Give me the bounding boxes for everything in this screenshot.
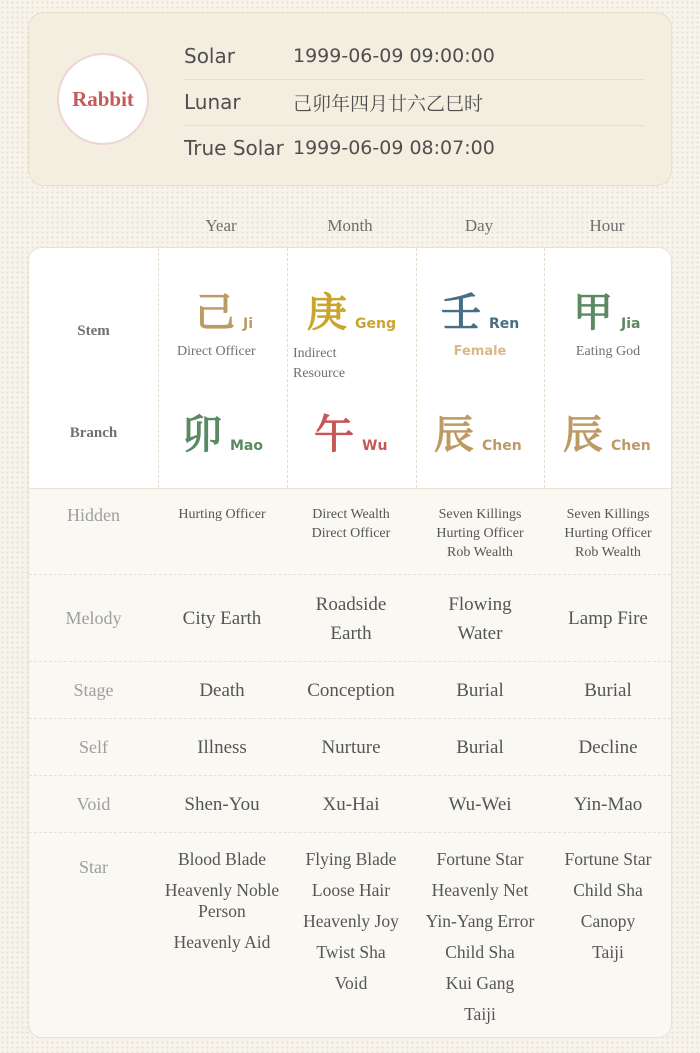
- hour-stem: [573, 292, 640, 334]
- star-cell: [158, 844, 286, 958]
- melody-cell: [416, 590, 544, 648]
- column-divider: [544, 248, 545, 488]
- hidden-item: Direct Wealth: [312, 507, 390, 522]
- branch-char: 卯: [182, 412, 222, 457]
- hidden-cell: [158, 505, 286, 524]
- bazi-chart-table: [28, 247, 672, 1038]
- melody-cell: [287, 590, 415, 648]
- pillar-column-headers: [0, 216, 700, 240]
- hidden-cell: [416, 505, 544, 562]
- self-cell: Illness: [197, 737, 247, 758]
- stem-char: 甲: [573, 290, 613, 335]
- col-month: Month: [327, 216, 373, 235]
- star-item: Blood Blade: [178, 849, 266, 869]
- star-item: Void: [334, 973, 368, 993]
- hour-stem-god: Eating God: [575, 344, 641, 359]
- star-item: Child Sha: [573, 880, 643, 900]
- stem-char: 壬: [441, 290, 481, 335]
- self-cell: Nurture: [321, 737, 381, 758]
- hidden-item: Seven Killings: [438, 507, 522, 522]
- star-item: Heavenly Aid: [173, 932, 271, 952]
- void-cell: Wu-Wei: [448, 794, 512, 815]
- stem-pinyin: Ji: [243, 316, 254, 332]
- lunar-label: Lunar: [184, 90, 241, 114]
- self-label: Self: [79, 737, 108, 757]
- self-row: [29, 719, 671, 776]
- melody-label: Melody: [65, 608, 122, 628]
- stem-char: 己: [195, 290, 235, 335]
- stem-row-label: Stem: [77, 323, 110, 339]
- month-stem: [307, 292, 396, 334]
- stage-cell: Conception: [307, 680, 395, 701]
- star-cell: [416, 844, 544, 1030]
- branch-pinyin: Chen: [482, 438, 522, 454]
- stem-pinyin: Ren: [489, 316, 520, 332]
- star-item: Fortune Star: [436, 849, 524, 869]
- hidden-cell: [544, 505, 672, 562]
- melody-line: City Earth: [182, 608, 262, 629]
- column-divider: [416, 248, 417, 488]
- hidden-item: Seven Killings: [566, 507, 650, 522]
- stage-row: [29, 662, 671, 719]
- zodiac-avatar: [57, 53, 149, 145]
- year-branch: [182, 414, 263, 456]
- branch-char: 午: [314, 412, 354, 457]
- stem-pinyin: Jia: [621, 316, 641, 332]
- day-branch: [434, 414, 522, 456]
- column-divider: [287, 248, 288, 488]
- star-row: [29, 833, 671, 1037]
- year-stem: [195, 292, 253, 334]
- branch-char: 辰: [563, 412, 603, 457]
- void-label: Void: [76, 794, 111, 814]
- column-divider: [158, 248, 159, 488]
- true-solar-label: True Solar: [184, 136, 284, 160]
- hidden-item: Hurting Officer: [178, 507, 266, 522]
- star-item: Heavenly Noble Person: [164, 880, 280, 921]
- stage-cell: Burial: [456, 680, 504, 701]
- month-branch: [314, 414, 387, 456]
- col-day: Day: [464, 216, 494, 235]
- hidden-label: Hidden: [67, 505, 120, 525]
- void-cell: Shen-You: [184, 794, 260, 815]
- star-item: Heavenly Net: [431, 880, 529, 900]
- pillars-section: [29, 248, 671, 489]
- melody-line: Earth: [330, 623, 372, 644]
- branch-pinyin: Mao: [230, 438, 263, 454]
- melody-line: Roadside: [315, 594, 387, 615]
- star-cell: [287, 844, 415, 999]
- melody-cell: [158, 604, 286, 633]
- hour-branch: [563, 414, 651, 456]
- lunar-value: 己卯年四月廿六乙巳时: [293, 92, 484, 115]
- stem-pinyin: Geng: [355, 316, 396, 332]
- star-cell: [544, 844, 672, 968]
- star-item: Yin-Yang Error: [425, 911, 535, 931]
- hidden-cell: [287, 505, 415, 543]
- zodiac-label: Rabbit: [72, 86, 134, 111]
- hidden-item: Hurting Officer: [564, 526, 652, 541]
- branch-char: 辰: [434, 412, 474, 457]
- stage-cell: Death: [199, 680, 245, 701]
- star-item: Loose Hair: [311, 880, 391, 900]
- melody-cell: [544, 604, 672, 633]
- star-item: Taiji: [464, 1004, 496, 1024]
- hidden-item: Rob Wealth: [575, 545, 641, 560]
- true-solar-row: [184, 125, 644, 171]
- day-stem: [441, 292, 519, 334]
- star-item: Child Sha: [445, 942, 515, 962]
- melody-line: Water: [457, 623, 503, 644]
- hidden-item: Hurting Officer: [436, 526, 524, 541]
- branch-pinyin: Wu: [362, 438, 388, 454]
- hidden-row: [29, 489, 671, 575]
- stage-cell: Burial: [584, 680, 632, 701]
- solar-value: 1999-06-09 09:00:00: [293, 45, 495, 67]
- void-cell: Xu-Hai: [322, 794, 380, 815]
- day-master-gender: Female: [453, 344, 507, 359]
- star-item: Taiji: [592, 942, 624, 962]
- solar-row: [184, 33, 644, 80]
- void-cell: Yin-Mao: [573, 794, 643, 815]
- star-item: Heavenly Joy: [303, 911, 399, 931]
- void-row: [29, 776, 671, 833]
- month-stem-god: Indirect Resource: [293, 346, 346, 381]
- star-item: Kui Gang: [445, 973, 515, 993]
- solar-label: Solar: [184, 44, 235, 68]
- col-year: Year: [205, 216, 237, 235]
- melody-row: [29, 575, 671, 662]
- melody-line: Flowing: [448, 594, 512, 615]
- hidden-item: Rob Wealth: [447, 545, 513, 560]
- lunar-row: [184, 79, 644, 126]
- branch-row-label: Branch: [69, 425, 118, 441]
- hidden-item: Direct Officer: [311, 526, 391, 541]
- star-item: Fortune Star: [564, 849, 652, 869]
- star-item: Canopy: [580, 911, 636, 931]
- star-label: Star: [79, 857, 108, 877]
- col-hour: Hour: [589, 216, 625, 235]
- self-cell: Decline: [578, 737, 638, 758]
- melody-line: Lamp Fire: [568, 608, 648, 629]
- self-cell: Burial: [456, 737, 504, 758]
- stage-label: Stage: [73, 680, 114, 700]
- star-item: Flying Blade: [305, 849, 397, 869]
- star-item: Twist Sha: [316, 942, 386, 962]
- birth-info-card: [28, 12, 672, 186]
- stem-char: 庚: [307, 290, 347, 335]
- year-stem-god: Direct Officer: [177, 344, 256, 359]
- true-solar-value: 1999-06-09 08:07:00: [293, 137, 495, 159]
- branch-pinyin: Chen: [611, 438, 651, 454]
